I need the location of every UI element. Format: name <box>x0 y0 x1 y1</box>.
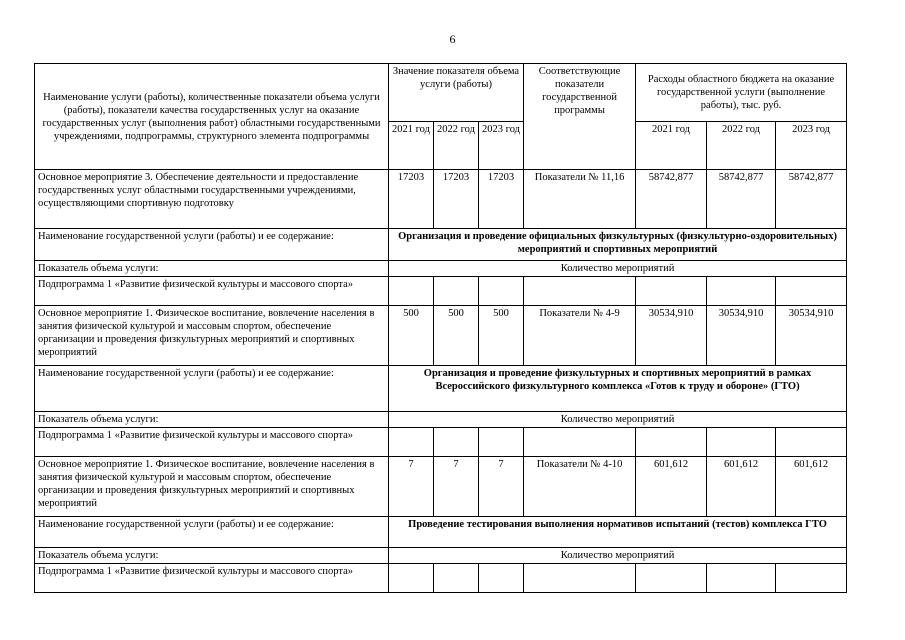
expense-2021: 58742,877 <box>636 170 707 229</box>
volume-indicator-label: Показатель объема услуги: <box>35 412 389 428</box>
volume-indicator-label: Показатель объема услуги: <box>35 548 389 564</box>
subprogram-label: Подпрограмма 1 «Развитие физической культуры и массового спорта» <box>35 277 389 306</box>
expense-2021: 601,612 <box>636 457 707 517</box>
services-table <box>34 63 847 593</box>
indicators: Показатели № 4-10 <box>524 457 636 517</box>
expense-2022: 58742,877 <box>707 170 776 229</box>
header-budget-year-2023: 2023 год <box>776 122 847 170</box>
subprogram-row <box>35 277 847 306</box>
service-name-label: Наименование государственной услуги (работы) и ее содержание: <box>35 517 389 548</box>
header-volume-year-2021: 2021 год <box>389 122 434 170</box>
activity-name: Основное мероприятие 1. Физическое воспитание, вовлечение населения в занятия физической культурой и массовым спортом, обеспечение организации и проведения физкультурных мероприятий и спортивных мероприятий <box>35 306 389 366</box>
service-name-value: Организация и проведение официальных физкультурных (физкультурно-оздоровительных) мероприятий и спортивных мероприятий <box>389 229 847 261</box>
volume-2021: 7 <box>389 457 434 517</box>
volume-indicator-row <box>35 261 847 277</box>
activity-name: Основное мероприятие 3. Обеспечение деятельности и предоставление государственных услуг областными государственными учреждениями, осуществляющими спортивную подготовку <box>35 170 389 229</box>
subprogram-label: Подпрограмма 1 «Развитие физической культуры и массового спорта» <box>35 564 389 593</box>
volume-2021: 17203 <box>389 170 434 229</box>
volume-indicator-label: Показатель объема услуги: <box>35 261 389 277</box>
expense-2023: 58742,877 <box>776 170 847 229</box>
service-name-label: Наименование государственной услуги (работы) и ее содержание: <box>35 366 389 412</box>
service-name-row <box>35 366 847 412</box>
service-name-label: Наименование государственной услуги (работы) и ее содержание: <box>35 229 389 261</box>
volume-2023: 500 <box>479 306 524 366</box>
volume-2023: 17203 <box>479 170 524 229</box>
table-row <box>35 306 847 366</box>
indicators: Показатели № 4-9 <box>524 306 636 366</box>
service-name-value: Организация и проведение физкультурных и спортивных мероприятий в рамках Всероссийского физкультурного комплекса «Готов к труду и обороне» (ГТО) <box>389 366 847 412</box>
volume-indicator-value: Количество мероприятий <box>389 261 847 277</box>
header-volume-cell: Значение показателя объема услуги (работы) <box>389 64 524 122</box>
subprogram-label: Подпрограмма 1 «Развитие физической культуры и массового спорта» <box>35 428 389 457</box>
header-name-cell: Наименование услуги (работы), количественные показатели объема услуги (работы), показатели качества государственных услуг на оказание государственных услуг (выполнения работ) областными государственными учреждениями, подпрограммы, структурного элемента подпрограммы <box>35 64 389 170</box>
service-name-row <box>35 517 847 548</box>
volume-2022: 7 <box>434 457 479 517</box>
volume-indicator-row <box>35 412 847 428</box>
volume-2022: 500 <box>434 306 479 366</box>
volume-indicator-value: Количество мероприятий <box>389 412 847 428</box>
header-budget-year-2022: 2022 год <box>707 122 776 170</box>
table-row <box>35 457 847 517</box>
subprogram-row <box>35 564 847 593</box>
volume-indicator-value: Количество мероприятий <box>389 548 847 564</box>
expense-2022: 30534,910 <box>707 306 776 366</box>
indicators: Показатели № 11,16 <box>524 170 636 229</box>
header-budget-cell: Расходы областного бюджета на оказание государственной услуги (выполнение работы), тыс. руб. <box>636 64 847 122</box>
subprogram-row <box>35 428 847 457</box>
volume-2022: 17203 <box>434 170 479 229</box>
volume-2021: 500 <box>389 306 434 366</box>
volume-indicator-row <box>35 548 847 564</box>
expense-2023: 601,612 <box>776 457 847 517</box>
expense-2021: 30534,910 <box>636 306 707 366</box>
expense-2023: 30534,910 <box>776 306 847 366</box>
activity-name: Основное мероприятие 1. Физическое воспитание, вовлечение населения в занятия физической культурой и массовым спортом, обеспечение организации и проведения физкультурных мероприятий и спортивных мероприятий <box>35 457 389 517</box>
header-indicators-cell: Соответствующие показатели государственной программы <box>524 64 636 170</box>
service-name-row <box>35 229 847 261</box>
header-volume-year-2023: 2023 год <box>479 122 524 170</box>
header-budget-year-2021: 2021 год <box>636 122 707 170</box>
page-number: 6 <box>449 32 456 46</box>
header-volume-year-2022: 2022 год <box>434 122 479 170</box>
table-row <box>35 170 847 229</box>
header-row-1 <box>35 64 847 122</box>
expense-2022: 601,612 <box>707 457 776 517</box>
volume-2023: 7 <box>479 457 524 517</box>
service-name-value: Проведение тестирования выполнения нормативов испытаний (тестов) комплекса ГТО <box>389 517 847 548</box>
